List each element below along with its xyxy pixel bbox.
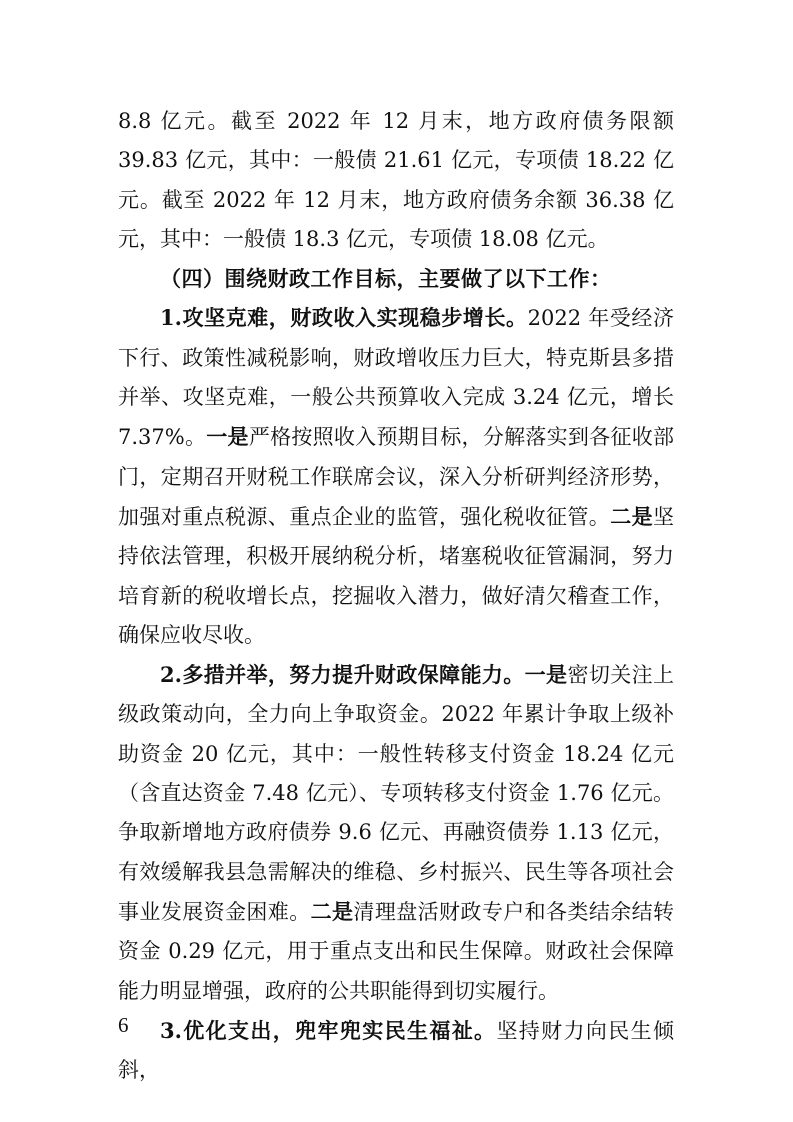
revenue-text-3: 坚持依法管理，积极开展纳税分析，堵塞税收征管漏洞，努力培育新的税收增长点，挖掘收入潜力，做好清欠稽查工作，确保应收尽收。: [118, 504, 675, 647]
paragraph-debt-summary: [118, 102, 674, 259]
paragraph-revenue-growth: [118, 298, 674, 655]
subheading-capacity: 2.多措并举，努力提升财政保障能力。: [160, 662, 525, 688]
capacity-text-2: 清理盘活财政专户和各类结余结转资金 0.29 亿元，用于重点支出和民生保障。财政社会保障能力明显增强，政府的公共职能得到切实履行。: [118, 899, 675, 1003]
subheading-livelihood: 3.优化支出，兜牢兜实民生福祉。: [160, 1017, 497, 1043]
body-text: [118, 102, 674, 1090]
point-one-label: 一是: [206, 424, 249, 450]
point-one-label: 一是: [524, 662, 568, 688]
point-two-label: 二是: [610, 503, 654, 529]
page-number: 6: [118, 1013, 129, 1037]
paragraph-fiscal-capacity: [118, 655, 674, 1011]
revenue-text-2: 严格按照收入预期目标，分解落实到各征收部门，定期召开财税工作联席会议，深入分析研判经济形势，加强对重点税源、重点企业的监管，强化税收征管。: [118, 425, 674, 529]
point-two-label: 二是: [310, 898, 354, 924]
section-heading-four-text: （四）围绕财政工作目标，主要做了以下工作：: [160, 266, 612, 292]
paragraph-livelihood: [118, 1011, 674, 1091]
subheading-revenue: 1.攻坚克难，财政收入实现稳步增长。: [160, 305, 528, 331]
livelihood-text-1: 坚持财力向民生倾斜，: [118, 1018, 675, 1083]
revenue-text-1: 2022 年受经济下行、政策性减税影响，财政增收压力巨大，特克斯县多措并举、攻坚克难，一般公共预算收入完成 3.24 亿元，增长 7.37%。: [118, 306, 675, 450]
capacity-text-1: 密切关注上级政策动向，全力向上争取资金。2022 年累计争取上级补助资金 20 亿元，其中：一般性转移支付资金 18.24 亿元（含直达资金 7.48 亿元）、专项转移支付资金 1.76 亿元。争取新增地方政府债券 9.6 亿元、再融资债券 1.13 亿元，有效缓解我县急需解决的维稳、乡村振兴、民生等各项社会事业发展资金困难。: [118, 663, 675, 924]
debt-summary-text: 8.8 亿元。截至 2022 年 12 月末，地方政府债务限额 39.83 亿元，其中：一般债 21.61 亿元，专项债 18.22 亿元。截至 2022 年 12 月末，地方政府债务余额 36.38 亿元，其中：一般债 18.3 亿元，专项债 18.08 亿元。: [118, 109, 674, 251]
section-heading-four: [118, 259, 674, 298]
